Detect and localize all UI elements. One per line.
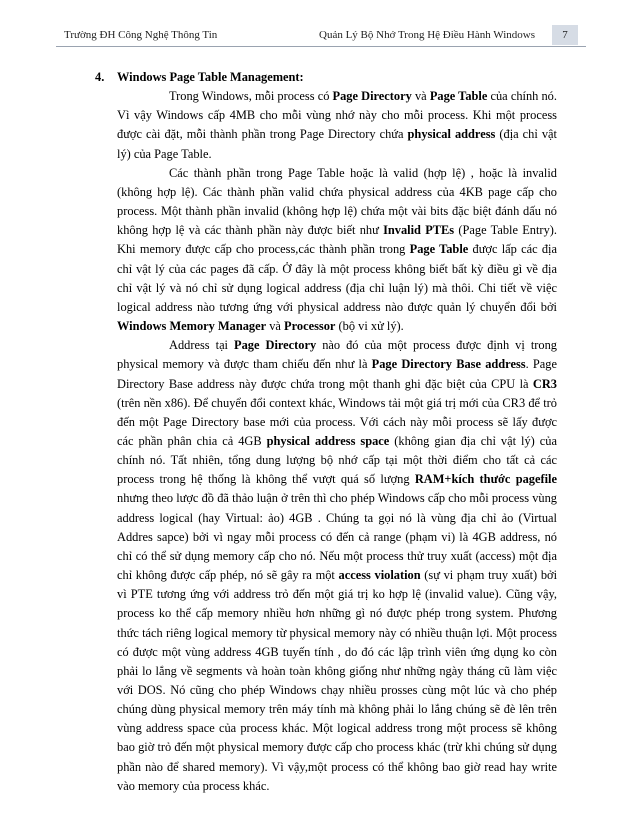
paragraph	[117, 336, 557, 796]
text-run: và	[411, 89, 430, 104]
header-school-name: Trường ĐH Công Nghệ Thông Tin	[64, 29, 218, 41]
text-run: (trên nền x86). Để chuyển đổi context khác, Windows tải một giá trị mới của CR3 để trỏ đến một Page Directory base mới của process. Với cách này mỗi process sẽ lấy được các phần phân chia cả 4GB	[117, 395, 557, 448]
page-number-badge: 7	[552, 25, 578, 45]
section-heading	[95, 68, 535, 87]
page-header	[56, 25, 586, 45]
bold-term: RAM+kích thước pagefile	[414, 472, 557, 487]
bold-term: physical address	[407, 127, 496, 142]
bold-term: CR3	[532, 376, 557, 391]
bold-term: Processor	[284, 319, 336, 334]
text-run: (địa chỉ vật lý) của Page Table.	[117, 127, 557, 161]
section-title: Windows Page Table Management:	[117, 70, 304, 84]
text-run: được lấp các địa chỉ vật lý của các pages đã cấp. Ở đây là một process không biết bất kỳ điều gì về địa chỉ vật lý và nó chỉ sử dụng logical address (địa chỉ luận lý) mà thôi. Chi tiết về việc logical address nào tương ứng với physical address nào được quản lý chuyển đổi bởi	[117, 242, 557, 314]
bold-term: Page Table	[429, 89, 488, 104]
text-run: . Page Directory Base address này được chứa trong một thanh ghi đặc biệt của CPU là	[117, 357, 557, 391]
bold-term: Page Directory	[234, 338, 317, 353]
bold-term: Windows Memory Manager	[117, 319, 267, 334]
document-body	[95, 68, 558, 796]
bold-term: Page Directory	[332, 89, 412, 104]
bold-term: Page Directory Base address	[371, 357, 526, 372]
text-run: Address tại	[169, 338, 235, 353]
bold-term: access violation	[338, 568, 421, 583]
text-run: và	[266, 319, 285, 334]
bold-term: Invalid PTEs	[383, 223, 455, 238]
text-run: của chính nó. Vì vậy Windows cấp 4MB cho mỗi vùng nhớ này cho mỗi process. Khi một process được cài đặt, mỗi thành phần trong Page Directory chứa	[117, 89, 557, 142]
text-run: nào đó của một process được định vị trong physical memory và được tham chiếu đến như là	[117, 338, 557, 372]
header-document-title: Quản Lý Bộ Nhớ Trong Hệ Điều Hành Windows	[319, 29, 535, 41]
text-run: (bộ vi xử lý).	[335, 319, 404, 334]
text-run: Các thành phần trong Page Table hoặc là valid (hợp lệ) , hoặc là invalid (không hợp lệ). Các thành phần valid chứa physical address của 4KB page cấp cho process. Một thành phần invalid (không hợp lệ) chứa một vài bits đặc biệt đánh dấu nó không hợp lệ và các thành phần này được biết như	[117, 165, 557, 238]
text-run: (sự vi phạm truy xuất) bởi vì PTE tương ứng với address trỏ đến một giá trị ko hợp lệ (invalid value). Cũng vậy, process ko thể cấp memory nhiều hơn những gì nó được phép trong system. Phương thức tách riêng logical memory từ physical memory này có nhiều thuận lợi. Một process có được một vùng address 4GB tuyến tính , do đó các lập trình viên ứng dụng ko còn phải lo lắng về segments và hoàn toàn không giống như những ngày tháng cũ làm việc với DOS. Nó cũng cho phép Windows chạy nhiều prosses cùng một lúc và cho phép chúng dùng physical memory trên máy tính mà không phải lo lắng chúng sẽ đè lên trên vùng address space của process khác. Một logical address trong một process sẽ không bao giờ trỏ đến một physical memory được cấp cho process khác (trừ khi chúng sử dụng phần nào để shared memory). Vì vậy,một process có thể không bao giờ read hay write vào memory của process khác.	[117, 568, 558, 793]
header-divider	[56, 46, 586, 47]
paragraph	[117, 164, 557, 336]
text-run: (không gian địa chỉ vật lý) của chính nó. Tất nhiên, tổng dung lượng bộ nhớ cấp tại một thời điểm cho tất cả các process trong hệ thống là không thể vượt quá số lượng	[117, 433, 557, 487]
text-run: (Page Table Entry). Khi memory được cấp cho process,các thành phần trong	[117, 223, 557, 257]
text-run: nhưng theo lược đồ đã thảo luận ở trên thì cho phép Windows cấp cho mỗi process vùng address logical (hay Virtual: ảo) 4GB . Chúng ta gọi nó là vùng địa chỉ ảo (Virtual Addres sapce) bởi vì ngay mỗi process có đến cả range (phạm vi) là 4GB address, nó chỉ có thể sử dụng memory cấp cho nó. Nếu một process thử truy xuất (access) một địa chỉ không được cấp phép, nó sẽ gây ra một	[117, 491, 557, 583]
section-number: 4.	[95, 70, 105, 84]
bold-term: Page Table	[409, 242, 469, 257]
bold-term: physical address space	[266, 433, 390, 448]
text-run: Trong Windows, mỗi process có	[169, 89, 333, 104]
paragraph	[117, 87, 557, 164]
